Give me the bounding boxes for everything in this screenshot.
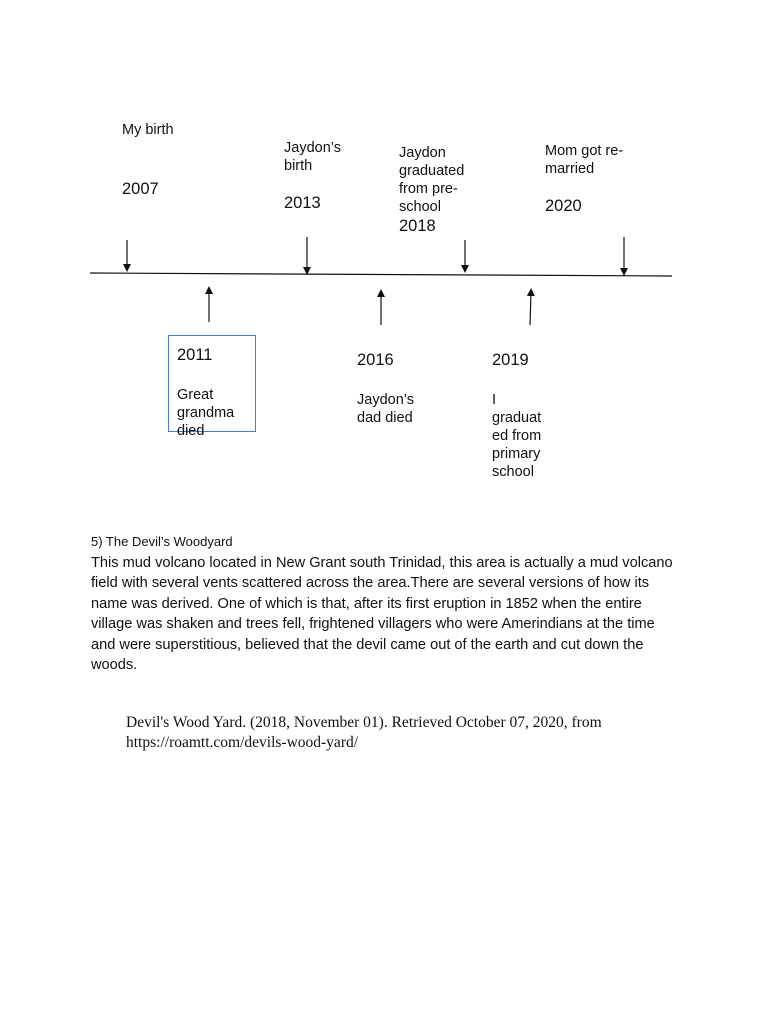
citation: Devil's Wood Yard. (2018, November 01). Retrieved October 07, 2020, from https://roamtt.com/devils-wood-yard/ bbox=[126, 714, 602, 751]
section-heading: 5) The Devil’s Woodyard bbox=[91, 534, 233, 549]
event-year-2007: 2007 bbox=[122, 180, 159, 198]
event-label-2019: I graduat ed from primary school bbox=[492, 392, 542, 480]
arrow-up-2019 bbox=[530, 292, 531, 325]
event-year-2018: 2018 bbox=[399, 217, 436, 235]
event-year-2020: 2020 bbox=[545, 197, 582, 215]
event-label-2020: Mom got re- married bbox=[545, 143, 624, 177]
event-year-2013: 2013 bbox=[284, 194, 321, 212]
event-year-2016: 2016 bbox=[357, 351, 394, 369]
event-year-2019: 2019 bbox=[492, 351, 529, 369]
event-year-2011: 2011 bbox=[177, 346, 213, 364]
event-label-2013: Jaydon’s birth bbox=[284, 140, 341, 174]
event-label-2011: Great grandma died bbox=[177, 387, 235, 439]
event-label-2016: Jaydon’s dad died bbox=[357, 392, 414, 426]
event-label-2007: My birth bbox=[122, 122, 174, 138]
section-paragraph: This mud volcano located in New Grant south Trinidad, this area is actually a mud volcano field with several vents scattered across the area.There are several versions of how its name was derived. One of which is that, after its first eruption in 1852 when the entire village was shaken and trees fell, frightened villagers who were Amerindians at the time and were superstitious, believed that the devil came out of the earth and cut down the woods. bbox=[91, 555, 673, 674]
timeline-axis bbox=[90, 273, 672, 276]
event-label-2018: Jaydon graduated from pre- school bbox=[399, 145, 465, 215]
